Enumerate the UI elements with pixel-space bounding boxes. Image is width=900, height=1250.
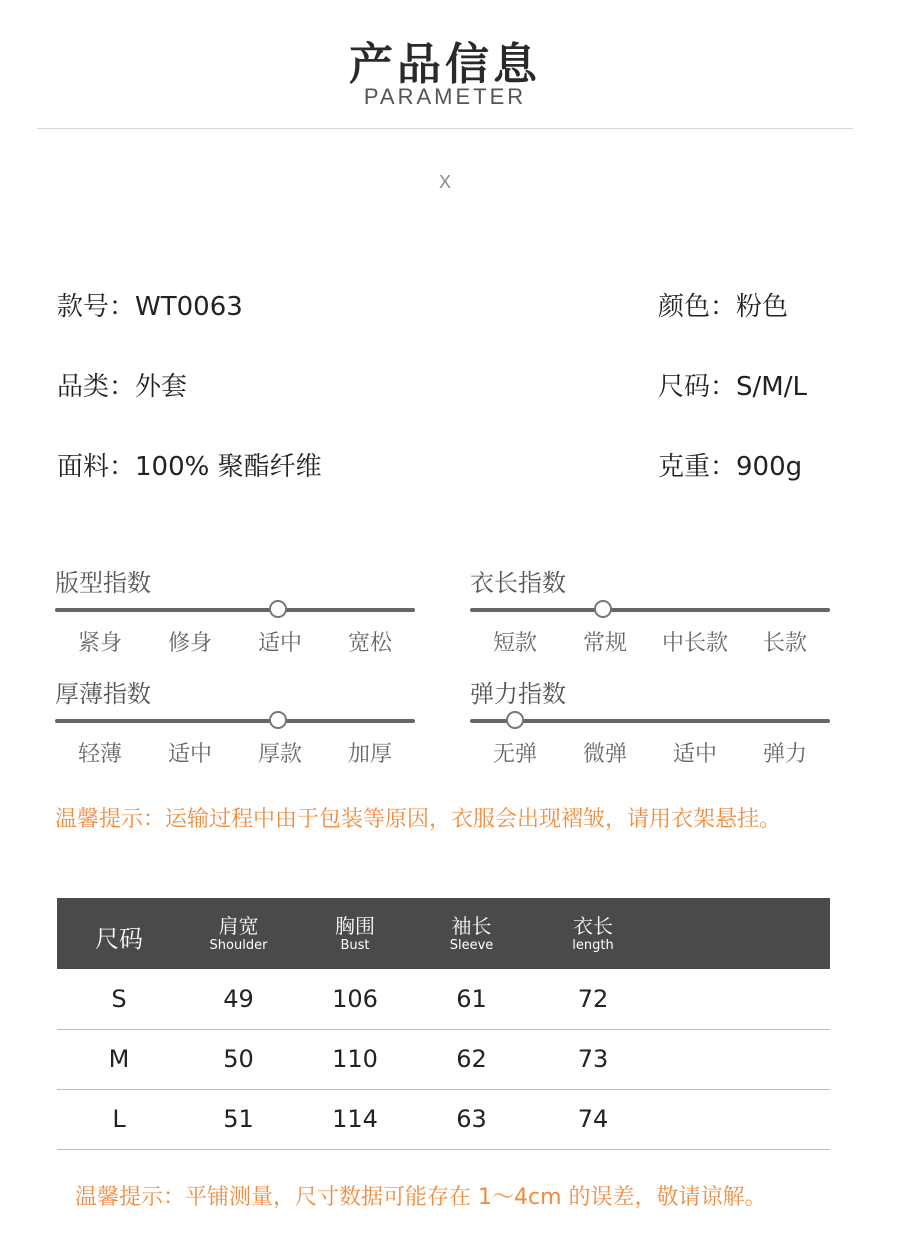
index-option: 长款 xyxy=(762,631,807,656)
header-blank xyxy=(657,898,830,969)
table-cell: 106 xyxy=(296,969,414,1029)
header-bust: 胸围 Bust xyxy=(335,914,375,953)
table-cell: 49 xyxy=(181,969,296,1029)
index-option: 厚款 xyxy=(257,742,302,767)
info-size xyxy=(658,366,807,403)
index-title: 厚薄指数 xyxy=(55,680,151,708)
info-value: S/M/L xyxy=(736,372,807,402)
index-option: 适中 xyxy=(257,631,302,656)
table-cell-empty xyxy=(657,1089,830,1149)
index-option: 弹力 xyxy=(762,742,807,767)
info-value: 外套 xyxy=(135,372,188,402)
info-category xyxy=(57,366,187,403)
index-option: 轻薄 xyxy=(77,742,122,767)
table-cell: L xyxy=(57,1089,181,1149)
table-cell: 61 xyxy=(414,969,529,1029)
table-cell: M xyxy=(57,1029,181,1089)
fit-index xyxy=(55,566,415,657)
index-knob xyxy=(594,600,612,618)
info-label: 克重： xyxy=(658,452,737,482)
index-option: 微弹 xyxy=(582,742,627,767)
x-mark: X xyxy=(438,172,451,192)
info-label: 尺码： xyxy=(658,372,737,402)
index-track xyxy=(470,719,830,723)
index-option: 修身 xyxy=(167,631,212,656)
table-cell-empty xyxy=(657,969,830,1029)
index-knob xyxy=(269,711,287,729)
header-size: 尺码 xyxy=(95,924,143,953)
table-cell: 63 xyxy=(414,1089,529,1149)
table-cell: 62 xyxy=(414,1029,529,1089)
index-track xyxy=(55,719,415,723)
index-title: 衣长指数 xyxy=(470,569,566,597)
size-table xyxy=(57,898,830,1150)
info-color xyxy=(658,286,788,323)
table-header-row xyxy=(57,898,830,969)
header-sleeve: 袖长 Sleeve xyxy=(449,914,494,953)
tip-shipping: 温馨提示：运输过程中由于包装等原因，衣服会出现褶皱，请用衣架悬挂。 xyxy=(55,807,782,832)
header-divider xyxy=(37,128,853,129)
info-fabric xyxy=(57,446,322,483)
table-row xyxy=(57,969,830,1029)
table-cell: 114 xyxy=(296,1089,414,1149)
page-subtitle: PARAMETER xyxy=(363,84,527,109)
index-option: 短款 xyxy=(492,631,537,656)
index-title: 版型指数 xyxy=(55,569,151,597)
header-length: 衣长 length xyxy=(572,914,614,953)
index-option: 无弹 xyxy=(492,742,537,767)
info-style-number xyxy=(57,286,243,323)
info-label: 面料： xyxy=(57,452,136,482)
table-cell: S xyxy=(57,969,181,1029)
info-value: 900g xyxy=(736,452,803,482)
table-cell: 74 xyxy=(529,1089,657,1149)
table-cell-empty xyxy=(657,1029,830,1089)
table-cell: 50 xyxy=(181,1029,296,1089)
index-knob xyxy=(506,711,524,729)
index-option: 适中 xyxy=(167,742,212,767)
info-label: 款号： xyxy=(57,292,136,322)
table-cell: 72 xyxy=(529,969,657,1029)
thickness-index xyxy=(55,677,415,768)
index-knob xyxy=(269,600,287,618)
info-label: 品类： xyxy=(57,372,136,402)
length-index xyxy=(470,566,830,657)
index-track xyxy=(470,608,830,612)
table-cell: 51 xyxy=(181,1089,296,1149)
index-option: 宽松 xyxy=(347,631,392,656)
table-row xyxy=(57,1029,830,1089)
index-option: 加厚 xyxy=(347,742,392,767)
table-cell: 73 xyxy=(529,1029,657,1089)
table-row xyxy=(57,1089,830,1149)
info-weight xyxy=(658,446,802,483)
info-label: 颜色： xyxy=(658,292,737,322)
header-shoulder: 肩宽 Shoulder xyxy=(209,914,268,953)
info-value: 100% 聚酯纤维 xyxy=(135,452,322,482)
index-title: 弹力指数 xyxy=(470,680,566,708)
index-option: 适中 xyxy=(672,742,717,767)
info-value: 粉色 xyxy=(736,292,789,322)
elasticity-index xyxy=(470,677,830,768)
page-title: 产品信息 xyxy=(349,39,541,90)
tip-measurement: 温馨提示：平铺测量，尺寸数据可能存在 1～4cm 的误差，敬请谅解。 xyxy=(75,1185,767,1210)
table-cell: 110 xyxy=(296,1029,414,1089)
index-track xyxy=(55,608,415,612)
index-option: 常规 xyxy=(582,631,627,656)
info-value: WT0063 xyxy=(135,292,243,322)
index-option: 紧身 xyxy=(77,631,122,656)
index-option: 中长款 xyxy=(661,631,728,656)
